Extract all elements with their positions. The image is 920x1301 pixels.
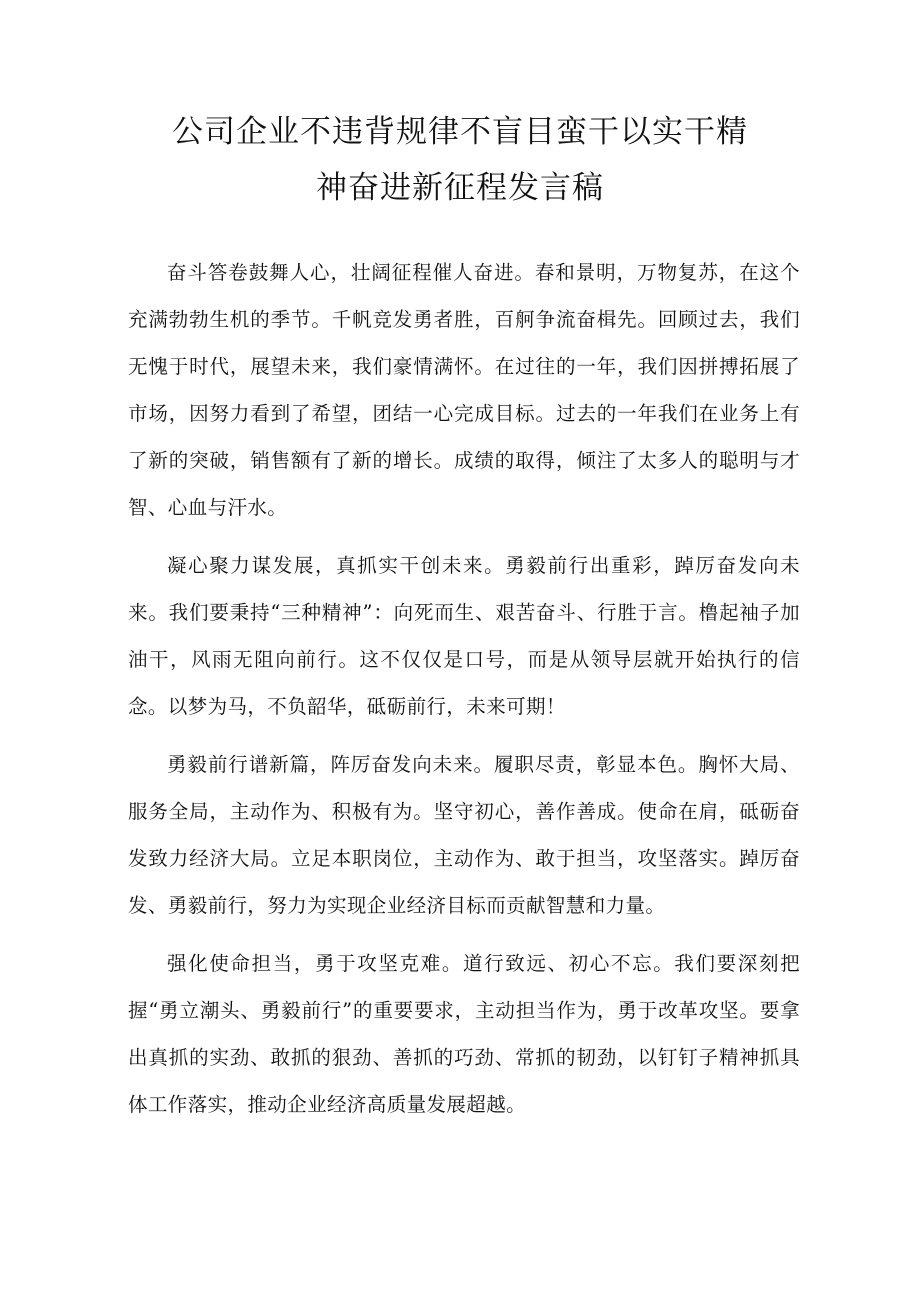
paragraph-4: 强化使命担当，勇于攻坚克难。道行致远、初心不忘。我们要深刻把握“勇立潮头、勇毅前行”的重要要求，主动担当作为，勇于改革攻坚。要拿出真抓的实劲、敢抓的狠劲、善抓的巧劲、常抓的韧劲，以钉钉子精神抓具体工作落实，推动企业经济高质量发展超越。: [128, 952, 800, 1116]
paragraph-3: 勇毅前行谱新篇，阵厉奋发向未来。履职尽责，彰显本色。胸怀大局、服务全局，主动作为、积极有为。坚守初心，善作善成。使命在肩，砥砺奋发致力经济大局。立足本职岗位，主动作为、敢于担当，攻坚落实。踔厉奋发、勇毅前行，努力为实现企业经济目标而贡献智慧和力量。: [128, 753, 800, 917]
document-title-line-2: 神奋进新征程发言稿: [316, 170, 604, 206]
paragraph-2: 凝心聚力谋发展，真抓实干创未来。勇毅前行出重彩，踔厉奋发向未来。我们要秉持“三种精神”：向死而生、艰苦奋斗、行胜于言。橹起袖子加油干，风雨无阻向前行。这不仅仅是口号，而是从领导层就开始执行的信念。以梦为马，不负韶华，砥砺前行，未来可期！: [128, 554, 800, 718]
document-title: [100, 104, 820, 216]
paragraph-1: 奋斗答卷鼓舞人心，壮阔征程催人奋进。春和景明，万物复苏，在这个充满勃勃生机的季节。千帆竞发勇者胜，百舸争流奋楫先。回顾过去，我们无愧于时代，展望未来，我们豪情满怀。在过往的一年，我们因拼搏拓展了市场，因努力看到了希望，团结一心完成目标。过去的一年我们在业务上有了新的突破，销售额有了新的增长。成绩的取得，倾注了太多人的聪明与才智、心血与汗水。: [128, 261, 800, 519]
document-title-line-1: 公司企业不违背规律不盲目蛮干以实干精: [172, 114, 748, 150]
document-body: [128, 249, 800, 1139]
